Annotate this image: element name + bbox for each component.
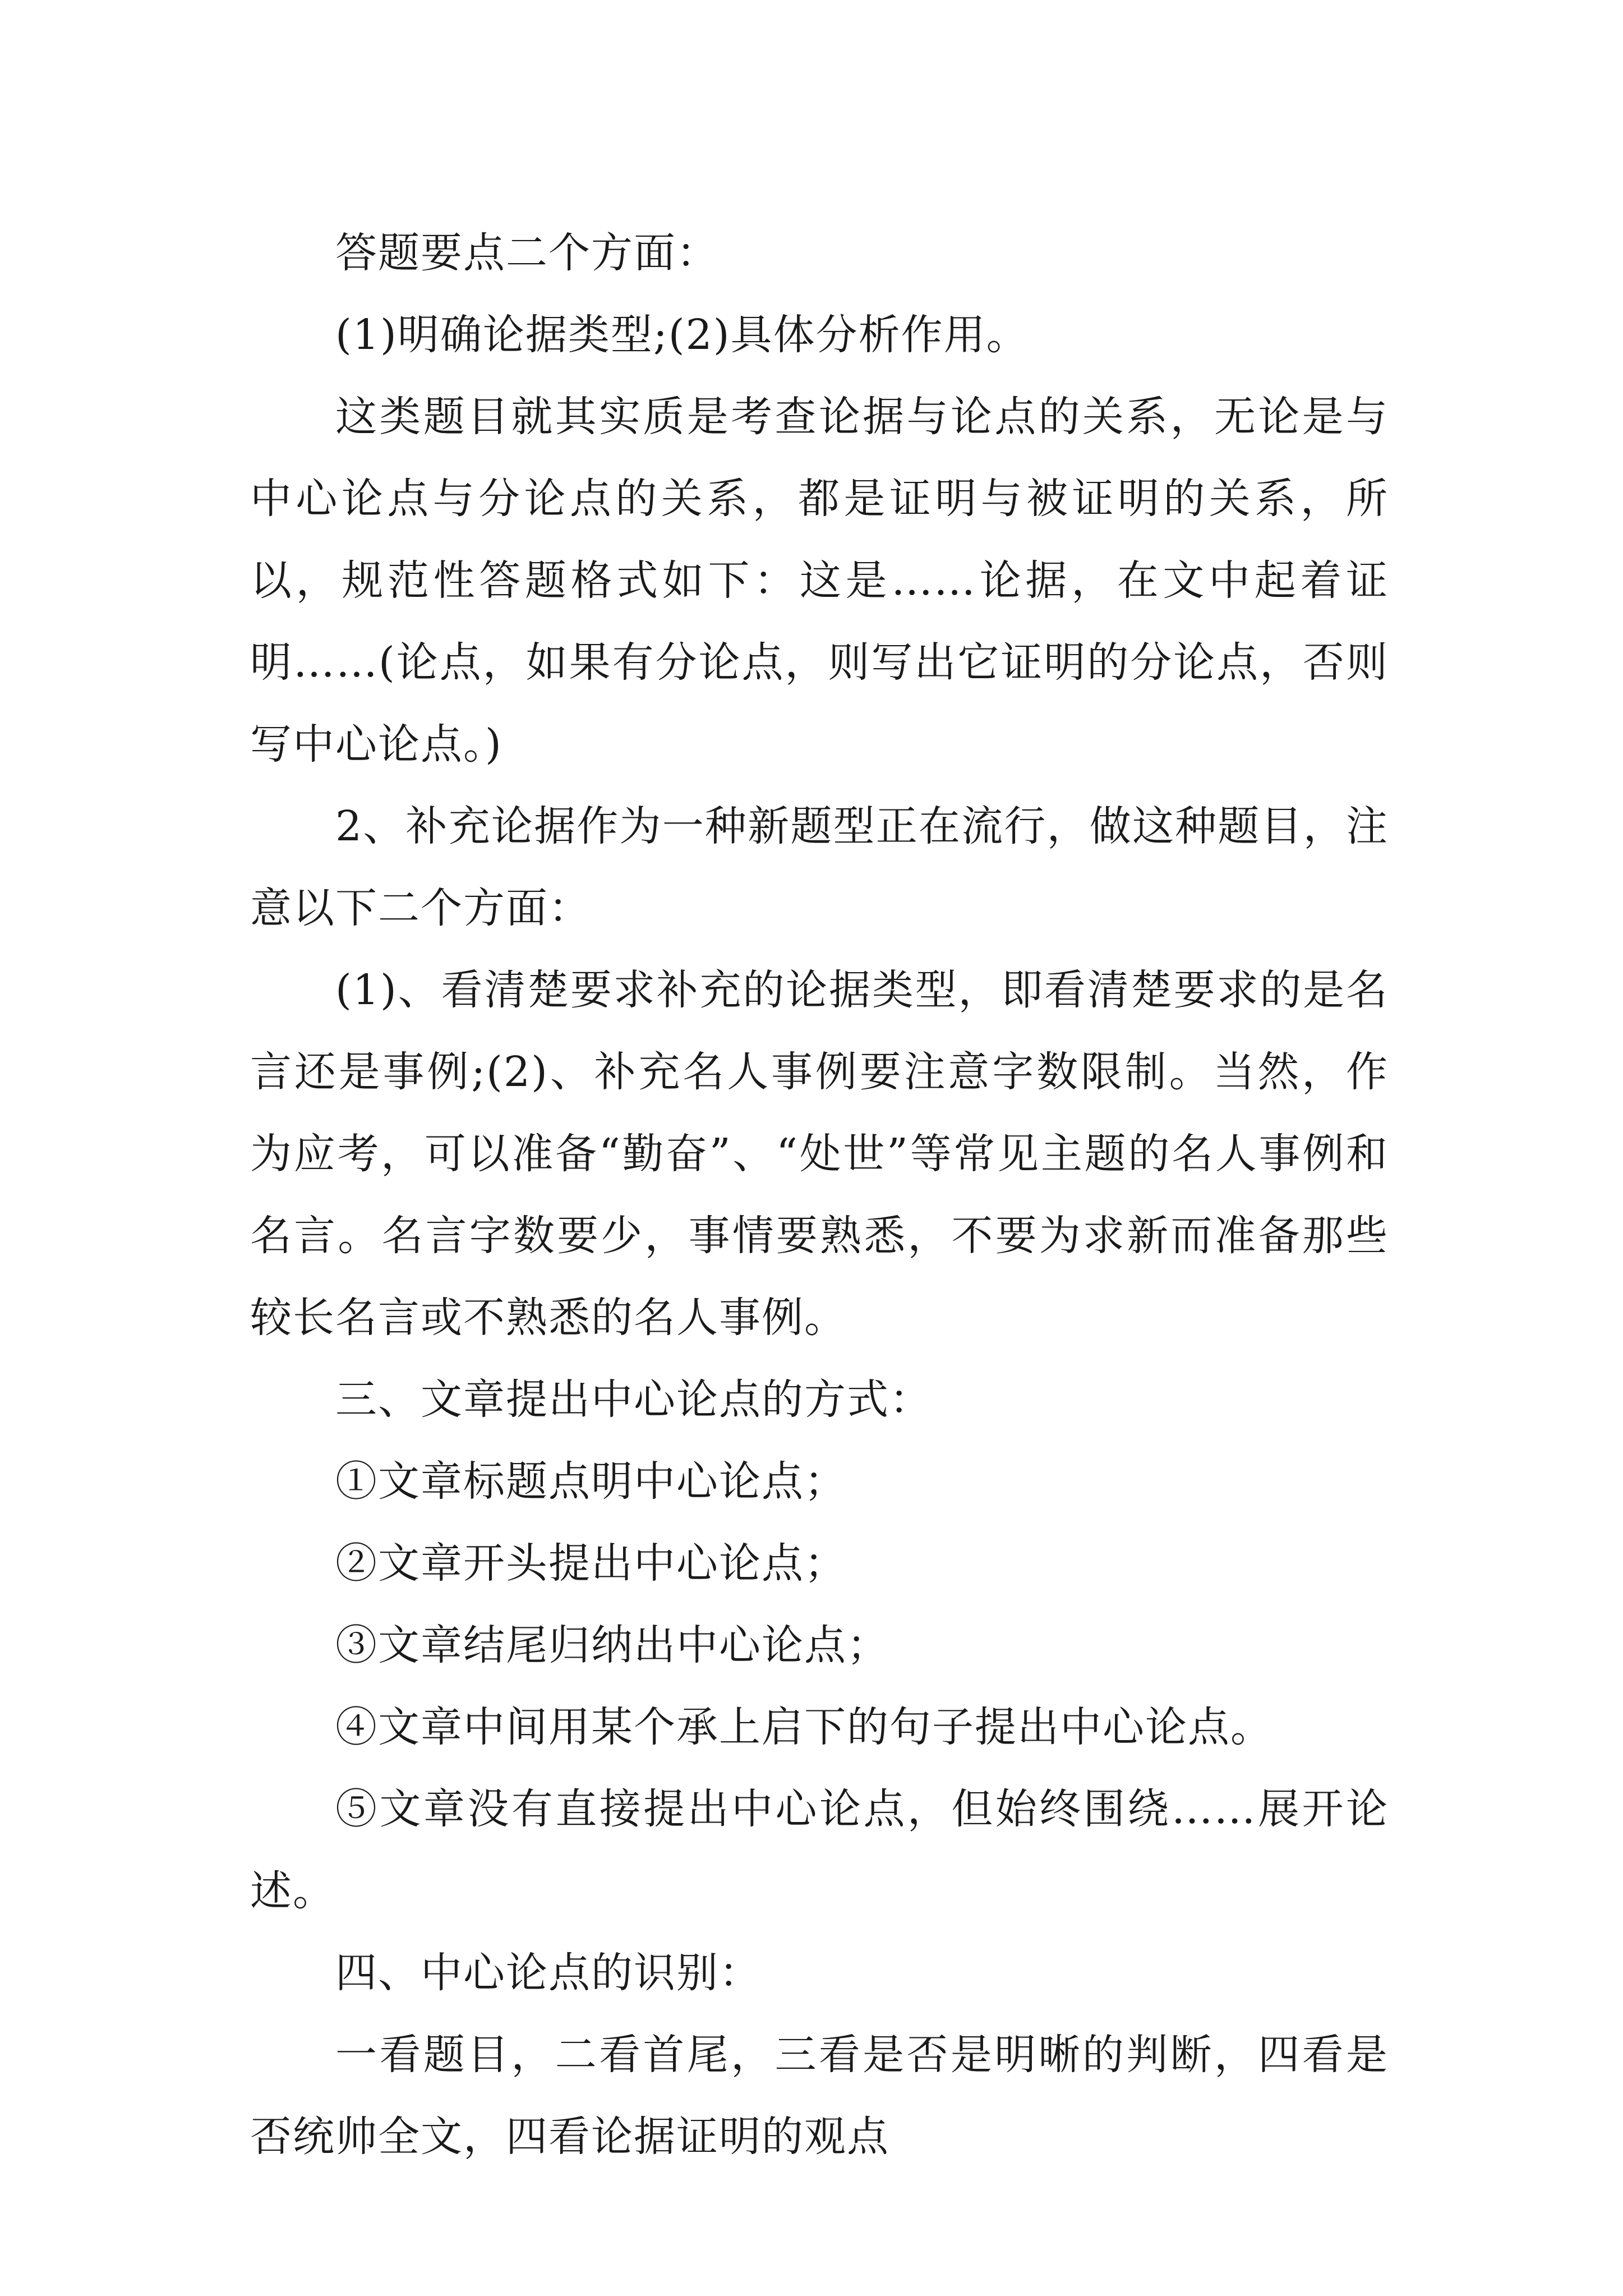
paragraph: 一看题目，二看首尾，三看是否是明晰的判断，四看是否统帅全文，四看论据证明的观点: [250, 2031, 1389, 2161]
list-item: ⑤文章没有直接提出中心论点，但始终围绕……展开论述。: [250, 1785, 1389, 1915]
list-item: ①文章标题点明中心论点；: [335, 1457, 847, 1506]
document-body: [250, 212, 1389, 2178]
section-heading: 三、文章提出中心论点的方式：: [335, 1375, 932, 1424]
paragraph: 这类题目就其实质是考查论据与论点的关系，无论是与中心论点与分论点的关系，都是证明与被证明的关系，所以，规范性答题格式如下：这是……论据，在文中起着证明……(论点，如果有分论点，则写出它证明的分论点，否则写中心论点。): [250, 393, 1389, 769]
paragraph: (1)明确论据类型;(2)具体分析作用。: [335, 311, 1029, 359]
paragraph: (1)、看清楚要求补充的论据类型，即看清楚要求的是名言还是事例;(2)、补充名人事例要注意字数限制。当然，作为应考，可以准备“勤奋”、“处世”等常见主题的名人事例和名言。名言字数要少，事情要熟悉，不要为求新而准备那些较长名言或不熟悉的名人事例。: [250, 966, 1389, 1342]
list-item: ③文章结尾归纳出中心论点；: [335, 1621, 889, 1669]
list-item: ②文章开头提出中心论点；: [335, 1539, 847, 1588]
paragraph: 答题要点二个方面：: [335, 229, 719, 277]
paragraph: 2、补充论据作为一种新题型正在流行，做这种题目，注意以下二个方面：: [250, 802, 1389, 932]
list-item: ④文章中间用某个承上启下的句子提出中心论点。: [335, 1703, 1273, 1751]
section-heading: 四、中心论点的识别：: [335, 1949, 762, 1997]
